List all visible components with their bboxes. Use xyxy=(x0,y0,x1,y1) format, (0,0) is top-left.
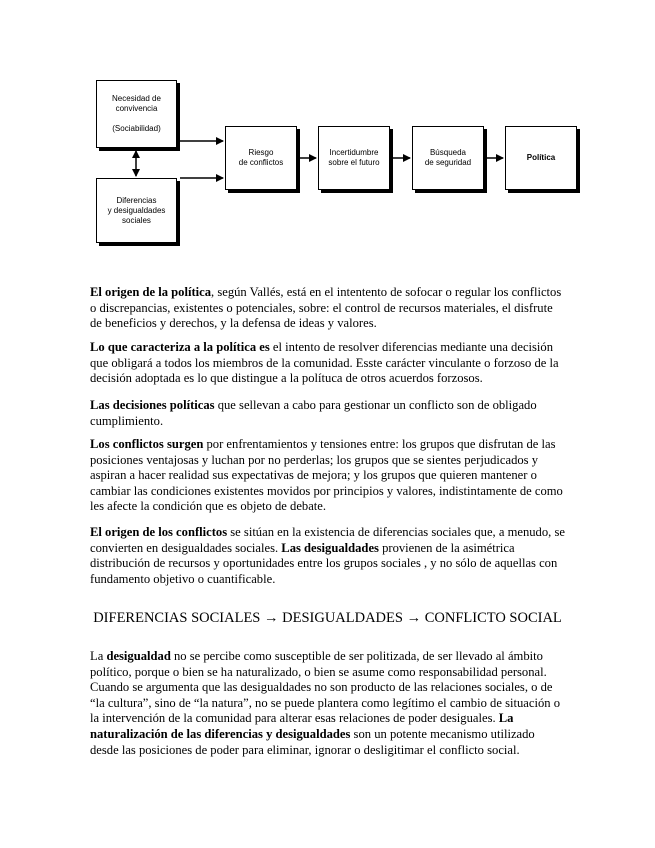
paragraph-conflictos-surgen xyxy=(90,437,566,515)
paragraph-text: no se percibe como susceptible de ser politizada, de ser llevado al ámbito político, porque o bien se ha naturalizado, o bien se asume como responsabilidad personal. Cuando se argumenta que las desigualdades no son producto de las relaciones sociales, o de “la cultura”, sino de “la natura”, no se puede plantera como legítimo el cambio de situación o la intervención de la comunidad para alterar esas relaciones de poder desiguales. xyxy=(90,649,560,726)
box-label: Riesgo xyxy=(248,148,274,157)
box-incertidumbre-futuro xyxy=(318,126,390,190)
box-politica xyxy=(505,126,577,190)
bold-term: La naturalización de las diferencias y desigualdades xyxy=(90,711,514,741)
box-busqueda-seguridad xyxy=(412,126,484,190)
box-label: (Sociabilidad) xyxy=(112,124,161,133)
box-diferencias-desigualdades xyxy=(96,178,177,243)
box-label: convivencia xyxy=(115,104,158,113)
bold-lead: El origen de la política xyxy=(90,285,212,299)
paragraph-text: son un potente mecanismo utilizado desde las posiciones de poder para eliminar, ignorar o desligitimar el conflicto social. xyxy=(90,726,535,757)
paragraph-text: provienen de la asimétrica distribución de recursos y oportunidades entre los grupos sociales , y no sólo de aquellas con fundamento objetivo o cuantificable. xyxy=(90,540,558,586)
paragraph-text: La xyxy=(90,649,107,663)
box-necesidad-convivencia xyxy=(96,80,177,148)
paragraph-text: , según Vallés, está en el intentento de sofocar o regular los conflictos o discrepancias, existentes o potenciales, sobre: el control de recursos materiales, el disfrute de beneficios y derechos, y la defensa de ideas y valores. xyxy=(90,285,562,331)
box-riesgo-conflictos xyxy=(225,126,297,190)
section-heading: DIFERENCIAS SOCIALES → DESIGUALDADES → CONFLICTO SOCIAL xyxy=(93,610,562,626)
paragraph-text: se sitúan en la existencia de diferencias sociales que, a menudo, se convierten en desigualdades sociales. xyxy=(90,525,565,555)
box-label: de conflictos xyxy=(238,158,284,167)
paragraph-text: por enfrentamientos y tensiones entre: los grupos que disfrutan de las posiciones ventajosas y luchan por no perderlas; los grupos que se sientes perjudicados y aspiran a hacer realidad sus expectativas de mejora; y los grupos que quieren mantener o cambiar las condiciones existentes movidos por principios y valores, indistintamente de como les afecte la condición que es objeto de debate. xyxy=(90,437,563,514)
box-label: Diferencias xyxy=(116,195,157,205)
bold-lead: Los conflictos surgen xyxy=(90,437,204,451)
box-label: Necesidad de xyxy=(112,94,161,103)
paragraph-caracteriza-politica xyxy=(90,340,566,387)
box-label: sociales xyxy=(122,215,151,225)
bold-term: Las desigualdades xyxy=(281,540,379,555)
box-label: de seguridad xyxy=(424,158,472,167)
bold-lead: El origen de los conflictos xyxy=(90,525,228,539)
paragraph-decisiones-politicas xyxy=(90,398,566,429)
paragraph-text: el intento de resolver diferencias mediante una decisión que obligará a todos los miembros de la comunidad. Esste carácter vinculante o forzoso de la decisión adoptada es lo que distingue a la polítuca de otros acuerdos forzosos. xyxy=(90,340,559,386)
bold-lead: Lo que caracteriza a la política es xyxy=(90,340,270,354)
flow-diagram xyxy=(0,0,655,260)
box-label: Política xyxy=(526,153,556,162)
box-label: Búsqueda xyxy=(429,148,466,157)
paragraph-text: que sellevan a cabo para gestionar un conflicto son de obligado cumplimiento. xyxy=(90,398,537,428)
paragraph-origen-conflictos xyxy=(90,525,566,587)
box-label: Incertidumbre xyxy=(329,148,379,157)
paragraph-origen-politica xyxy=(90,285,566,332)
box-label: sobre el futuro xyxy=(328,158,380,167)
box-label: y desigualdades xyxy=(107,205,166,215)
bold-term: desigualdad xyxy=(106,649,171,663)
bold-lead: Las decisiones políticas xyxy=(90,398,215,412)
paragraph-desigualdad xyxy=(90,649,566,758)
